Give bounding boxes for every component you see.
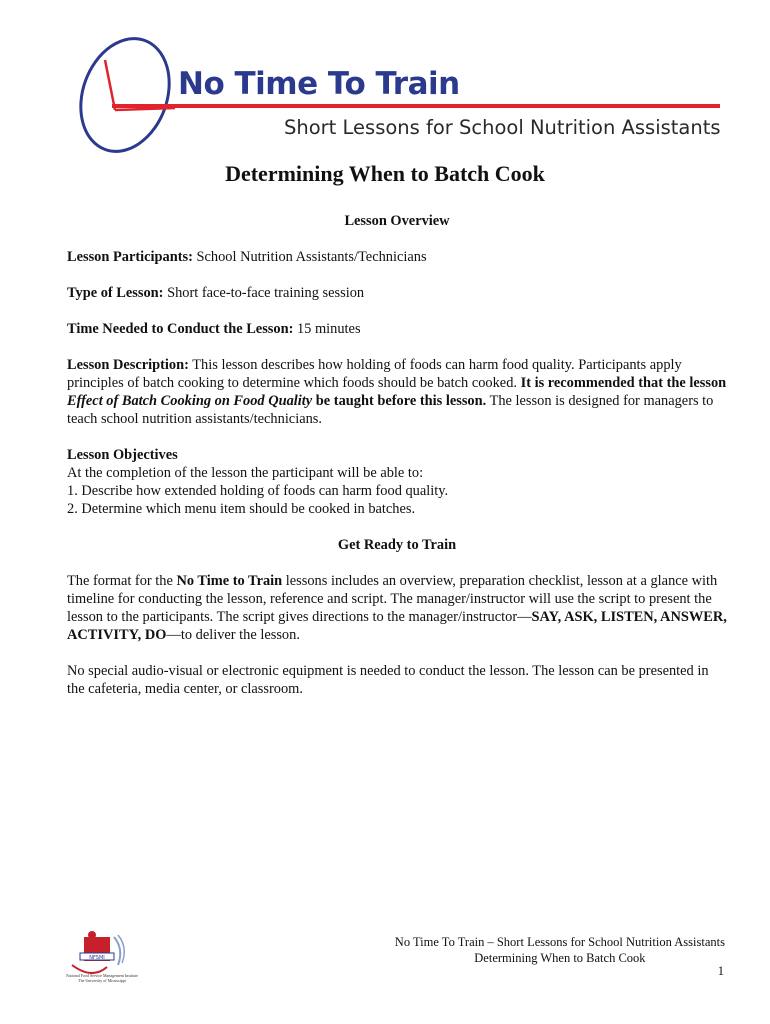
description-italic-title: Effect of Batch Cooking on Food Quality	[67, 393, 313, 409]
brand-title: No Time To Train	[178, 66, 460, 102]
objectives-heading-text: Lesson Objectives	[67, 447, 178, 463]
objective-1: 1. Describe how extended holding of foods can harm food quality.	[67, 483, 449, 499]
header-red-rule	[112, 104, 720, 108]
type-value: Short face-to-face training session	[163, 285, 365, 301]
time-line	[67, 320, 727, 338]
nfsmi-badge-text: NFSMI	[89, 955, 105, 961]
description-text-2: The lesson is designed for managers to teach school nutrition assistants/technicians.	[67, 393, 714, 427]
get-ready-heading: Get Ready to Train	[337, 537, 457, 553]
time-value: 15 minutes	[293, 321, 361, 337]
format-bold-2: SAY, ASK, LISTEN, ANSWER, ACTIVITY, DO	[67, 609, 727, 643]
objectives-intro: At the completion of the lesson the participant will be able to:	[67, 465, 424, 481]
page-footer	[395, 934, 725, 966]
participants-line	[67, 248, 727, 266]
overview-heading: Lesson Overview	[344, 213, 450, 229]
description-text-1: This lesson describes how holding of foods can harm food quality. Participants apply principles of batch cooking to determine which foods should be batch cooked.	[67, 357, 682, 391]
participants-label: Lesson Participants:	[67, 249, 193, 265]
format-paragraph	[67, 572, 727, 644]
description-paragraph	[67, 356, 727, 428]
objective-2: 2. Determine which menu item should be cooked in batches.	[67, 501, 416, 517]
objectives-heading	[67, 446, 727, 464]
format-text-3: —to deliver the lesson.	[166, 627, 300, 643]
institute-line-2: The University of Mississippi	[78, 978, 126, 983]
page-number: 1	[717, 964, 724, 978]
footer-line-1: No Time To Train – Short Lessons for School Nutrition Assistants	[394, 935, 725, 949]
document-body	[67, 212, 727, 698]
equipment-paragraph: No special audio-visual or electronic equipment is needed to conduct the lesson. The lesson can be presented in the cafeteria, media center, or classroom.	[67, 663, 709, 697]
format-text-2: lessons includes an overview, preparation checklist, lesson at a glance with timeline for conducting the lesson, reference and script. The manager/instructor will use the script to present the lesson to the participants. The script gives directions to the manager/instructor—	[67, 573, 718, 625]
footer-line-2: Determining When to Batch Cook	[474, 951, 646, 965]
participants-value: School Nutrition Assistants/Technicians	[192, 249, 427, 265]
description-label: Lesson Description:	[67, 357, 189, 373]
type-line	[67, 284, 727, 302]
format-bold-1: No Time to Train	[176, 573, 283, 589]
description-bold-1: It is recommended that the lesson	[520, 375, 727, 391]
format-text-1: The format for the	[67, 573, 177, 589]
description-bold-2: be taught before this lesson.	[312, 393, 487, 409]
brand-subtitle: Short Lessons for School Nutrition Assistants	[284, 116, 721, 139]
time-label: Time Needed to Conduct the Lesson:	[67, 321, 294, 337]
document-header	[0, 0, 770, 160]
type-label: Type of Lesson:	[67, 285, 164, 301]
clock-swoosh-logo-icon	[70, 30, 180, 160]
institute-line-1: National Food Service Management Institute	[66, 973, 138, 978]
institute-caption	[62, 973, 142, 983]
document-title: Determining When to Batch Cook	[225, 161, 545, 186]
